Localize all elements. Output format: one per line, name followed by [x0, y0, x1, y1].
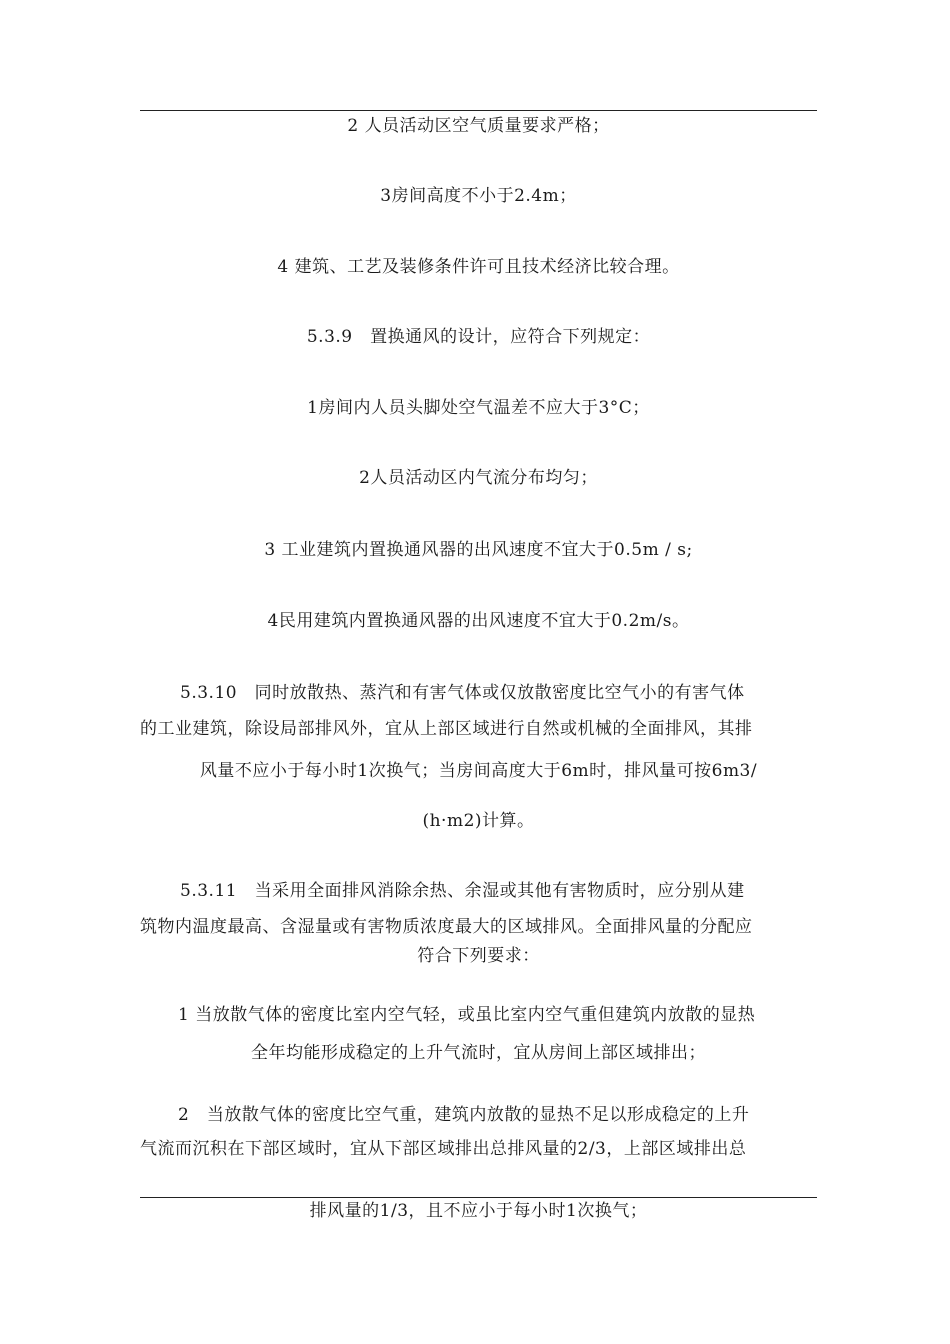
clause-5-3-11-line: 符合下列要求： — [417, 946, 540, 966]
item-line: 1房间内人员头脚处空气温差不应大于3°C； — [307, 398, 650, 418]
clause-heading-5-3-9: 5.3.9 置换通风的设计，应符合下列规定： — [306, 327, 651, 347]
sub-item-1-line: 1 当放散气体的密度比室内空气轻，或虽比室内空气重但建筑内放散的显热 — [178, 1005, 756, 1025]
clause-5-3-10-line: 风量不应小于每小时1次换气；当房间高度大于6m时，排风量可按6m3/ — [199, 761, 758, 781]
item-line: 2人员活动区内气流分布均匀； — [359, 468, 598, 488]
clause-5-3-11-line: 5.3.11 当采用全面排风消除余热、余湿或其他有害物质时，应分别从建 — [180, 881, 745, 901]
clause-5-3-11-line: 筑物内温度最高、含湿量或有害物质浓度最大的区域排风。全面排风量的分配应 — [140, 917, 753, 937]
sub-item-2-line: 气流而沉积在下部区域时，宜从下部区域排出总排风量的2/3，上部区域排出总 — [140, 1139, 747, 1159]
footer-line: 排风量的1/3，且不应小于每小时1次换气； — [309, 1201, 648, 1221]
item-line: 4民用建筑内置换通风器的出风速度不宜大于0.2m/s。 — [267, 611, 690, 631]
clause-5-3-10-line: 5.3.10 同时放散热、蒸汽和有害气体或仅放散密度比空气小的有害气体 — [180, 683, 745, 703]
top-rule — [140, 110, 817, 111]
sub-item-1-line: 全年均能形成稳定的上升气流时，宜从房间上部区域排出； — [251, 1043, 706, 1063]
sub-item-2-line: 2 当放散气体的密度比空气重，建筑内放散的显热不足以形成稳定的上升 — [178, 1105, 750, 1125]
item-line: 3 工业建筑内置换通风器的出风速度不宜大于0.5m / s; — [264, 540, 693, 560]
item-line: 3房间高度不小于2.4m； — [380, 186, 577, 206]
clause-5-3-10-line: (h·m2)计算。 — [422, 811, 535, 831]
item-line: 2 人员活动区空气质量要求严格； — [347, 116, 610, 136]
bottom-rule — [140, 1197, 817, 1198]
clause-5-3-10-line: 的工业建筑，除设局部排风外，宜从上部区域进行自然或机械的全面排风，其排 — [140, 719, 753, 739]
item-line: 4 建筑、工艺及装修条件许可且技术经济比较合理。 — [277, 257, 680, 277]
